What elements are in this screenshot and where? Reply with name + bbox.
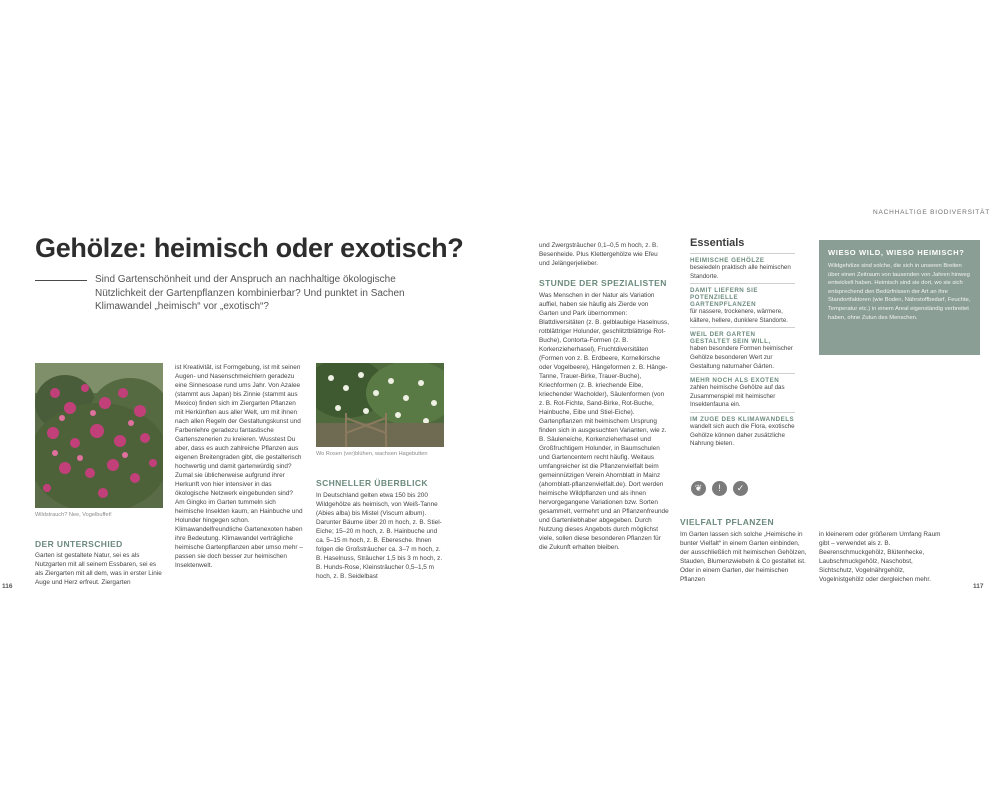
rose-hedge-photo xyxy=(316,363,444,447)
section-heading-vielfalt: VIELFALT PFLANZEN xyxy=(680,517,774,527)
page-number-left: 116 xyxy=(2,583,13,590)
column-2-bottom-text: Im Garten lassen sich solche „Heimische in bunter Vielfalt“ in einem Garten einbinden, der ausschließlich mit heimischen Gehölzen, Stauden, Blumenzwiebeln & Co gestaltet ist. Oder in einem Garten, der heimischen Pflanzen xyxy=(680,531,807,583)
essentials-key: IM ZUGE DES KLIMAWANDELS xyxy=(690,415,795,423)
wild-shrub-photo xyxy=(35,363,163,508)
section-heading-ueberblick: SCHNELLER ÜBERBLICK xyxy=(316,478,428,488)
running-head: NACHHALTIGE BIODIVERSITÄT xyxy=(872,209,990,216)
left-page xyxy=(0,195,500,595)
column-1-text: Was Menschen in der Natur als Variation auffiel, haben sie häufig als Zierde von Garten und Park übernommen: Blattdiversitäten (z. B. gelblaubige Haselnuss, rotblättriger Holunder, geschlitztblättrige Rot-Buche), Contorta-Formen (z. B. Korkenzieherhasel), Fruchtdiversitäten (Formen von z. B. Erdbeere, Kornelkirsche oder Vogelbeere), Hängeformen z. B. Hänge-Tanne, Trauer-Birke, Trauer-Buche), Kriechformen (z. B. kriechende Eibe, kriechender Wacholder), Säulenformen (von z. B. Rot-Fichte, Sand-Birke, Rot-Buche, Hainbuche, Eibe und Stiel-Eiche). Gartenpflanzen mit heimischem Ursprung finden sich in ausgesuchten Varianten, wie z. B. Säuleneiche, Korkenzieherhasel und Großfruchtigem Holunder, in Baumschulen und Gartencentern recht häufig. Weitaus umfangreicher ist die Pflanzenvielfalt beim gemeinnützigen Verein Ahornblatt in Mainz (ahornblatt-pflanzenvielfalt.de). Dort werden heimische Wildpflanzen und als ihnen hervorgegangene Variationen bzw. Sorten gesammelt, vermehrt und an Pflanzenfreunde und Gartenliebhaber abgegeben. Durch Nutzung dieses Angebots durch möglichst viele, sollen diese besonderen Pflanzen für die Zukunft erhalten bleiben. xyxy=(539,292,670,551)
essentials-text: zahlen heimische Gehölze auf das Zusammenspiel mit heimischer Insektenfauna ein. xyxy=(690,384,785,409)
column-3-bottom-text: in kleinerem oder größerem Umfang Raum gibt – verwendet als z. B. Beerenschmuckgehölz, Blütenhecke, Laubschmuckgehölz, Naschobst, Sichtschutz, Vogelnährgehölz, Vogelnistgehölz oder dergleichen mehr. xyxy=(819,531,941,583)
page-number-right: 117 xyxy=(973,583,984,590)
essentials-key: MEHR NOCH ALS EXOTEN xyxy=(690,377,780,385)
lead-rule xyxy=(35,280,87,281)
section-heading-unterschied: DER UNTERSCHIED xyxy=(35,539,123,549)
essentials-divider xyxy=(690,253,795,254)
essentials-item xyxy=(690,257,795,281)
essentials-text: beseiedeln praktisch alle heimischen Standorte. xyxy=(690,264,791,280)
essentials-divider xyxy=(690,373,795,374)
wild-shrub-caption: Wildstrauch? Nee, Vogelbuffet! xyxy=(35,512,112,518)
essentials-item xyxy=(690,416,795,449)
right-page xyxy=(500,195,1000,595)
essentials-text: haben besondere Formen heimischer Gehölze besonderen Wert zur Gestaltung naturnaher Gärten. xyxy=(690,345,793,370)
essentials-key: WEIL DER GARTEN GESTALTET SEIN WILL, xyxy=(690,331,771,346)
column-1-text: Garten ist gestaltete Natur, sei es als Nutzgarten mit all seinem Essbaren, sei es als Ziergarten mit all dem, was in erster Linie Auge und Herz erfreut. Ziergarten xyxy=(35,552,162,586)
section-heading-spezialisten: STUNDE DER SPEZIALISTEN xyxy=(539,278,667,288)
essentials-panel xyxy=(690,237,795,451)
essentials-item xyxy=(690,331,795,371)
column-3-text: In Deutschland gelten etwa 150 bis 200 Wildgehölze als heimisch, von Weiß-Tanne (Abies alba) bis Mistel (Viscum album). Darunter Bäume über 20 m hoch, z. B. Stiel-Eiche; 15–20 m hoch, z. B. Hainbuche und ca. 5–15 m hoch, z. B. Eberesche. Ihnen folgen die Großsträucher ca. 3–7 m hoch, z. B. Haselnuss, Sträucher 1,5 bis 3 m hoch, z. B. Hunds-Rose, Kleinsträucher 0,5–1,5 m hoch, z. B. Seidelbast xyxy=(316,492,443,580)
essentials-key: HEIMISCHE GEHÖLZE xyxy=(690,257,765,264)
essentials-key: DAMIT LIEFERN SIE POTENZIELLE GARTENPFLANZEN xyxy=(690,287,758,309)
essentials-text: für nassere, trockenere, wärmere, kältere, hellere, dunklere Standorte. xyxy=(690,308,789,324)
info-icon: ! xyxy=(712,481,727,496)
essentials-divider xyxy=(690,283,795,284)
lead-paragraph: Sind Gartenschönheit und der Anspruch an nachhaltige ökologische Nützlichkeit der Gartenpflanzen kombinierbar? Und punktet in Sachen Klimawandel „heimisch“ vor „exotisch“? xyxy=(95,274,405,312)
rose-hedge-caption: Wo Rosen (ver)blühen, wachsen Hagebutten xyxy=(316,451,428,457)
info-box xyxy=(819,240,980,355)
essentials-item xyxy=(690,287,795,325)
check-icon: ✓ xyxy=(733,481,748,496)
essentials-text: wandelt sich auch die Flora, exotische Gehölze können daher zusätzliche Nahrung bieten. xyxy=(690,422,795,448)
wild-shrub-illustration xyxy=(35,363,163,508)
page-title: Gehölze: heimisch oder exotisch? xyxy=(35,233,464,263)
info-box-heading: WIESO WILD, WIESO HEIMISCH? xyxy=(828,248,965,257)
column-2-text: ist Kreativität, ist Formgebung, ist mit seinen Augen- und Nasenschmeichlern geradezu eine Sinnesoase rund ums Jahr. Von Azalee (stammt aus Japan) bis Zinnie (stammt aus Mexico) finden sich im Ziergarten Pflanzen mit Herkünften aus aller Welt, um mit ihnen nach allen Regeln der Gestaltungskunst und Farbenlehre geradezu fantastische Gartenszenerien zu kreieren. Wusstest Du aber, dass es auch zahlreiche Pflanzen aus eigenen Breitengraden gibt, die gestalterisch hochwertig und damit gartenwürdig sind? Zumal sie üblicherweise aufgrund ihrer Herkunft von hier intensiver in das ökologische Netzwerk eingebunden sind? Am Gingko im Garten tummeln sich heimische Insekten kaum, an Hainbuche und Holunder hingegen schon. Klimawandelfreundliche Gartenexoten haben ihre Bedeutung. Klimawandel verträgliche heimische Gartenpflanzen aber umso mehr – passen sie doch besser zur heimischen Insektenwelt. xyxy=(175,364,303,569)
book-spread xyxy=(0,195,1000,595)
essentials-divider xyxy=(690,412,795,413)
column-1-top-text: und Zwergsträucher 0,1–0,5 m hoch, z. B. Besenheide. Plus Klettergehölze wie Efeu und Jelängerjelieber. xyxy=(539,242,658,267)
info-box-text: Wildgehölze sind solche, die sich in unseren Breiten über einen Zeitraum von tausenden von Jahren hinweg entwickelt haben. Heimisch sind sie dort, wo sie sich entsprechend den Bedürfnissen der Art an ihre Standortfaktoren (wie Boden, Nährstoffbedarf, Feuchte, Temperatur etc.) in einem Areal eigenständig verbreitet haben, ohne Zutun des Menschen. xyxy=(828,263,971,321)
leaf-icon: ❦ xyxy=(691,481,706,496)
essentials-divider xyxy=(690,327,795,328)
essentials-item xyxy=(690,377,795,410)
essentials-heading: Essentials xyxy=(690,237,745,249)
rose-hedge-illustration xyxy=(316,363,444,447)
